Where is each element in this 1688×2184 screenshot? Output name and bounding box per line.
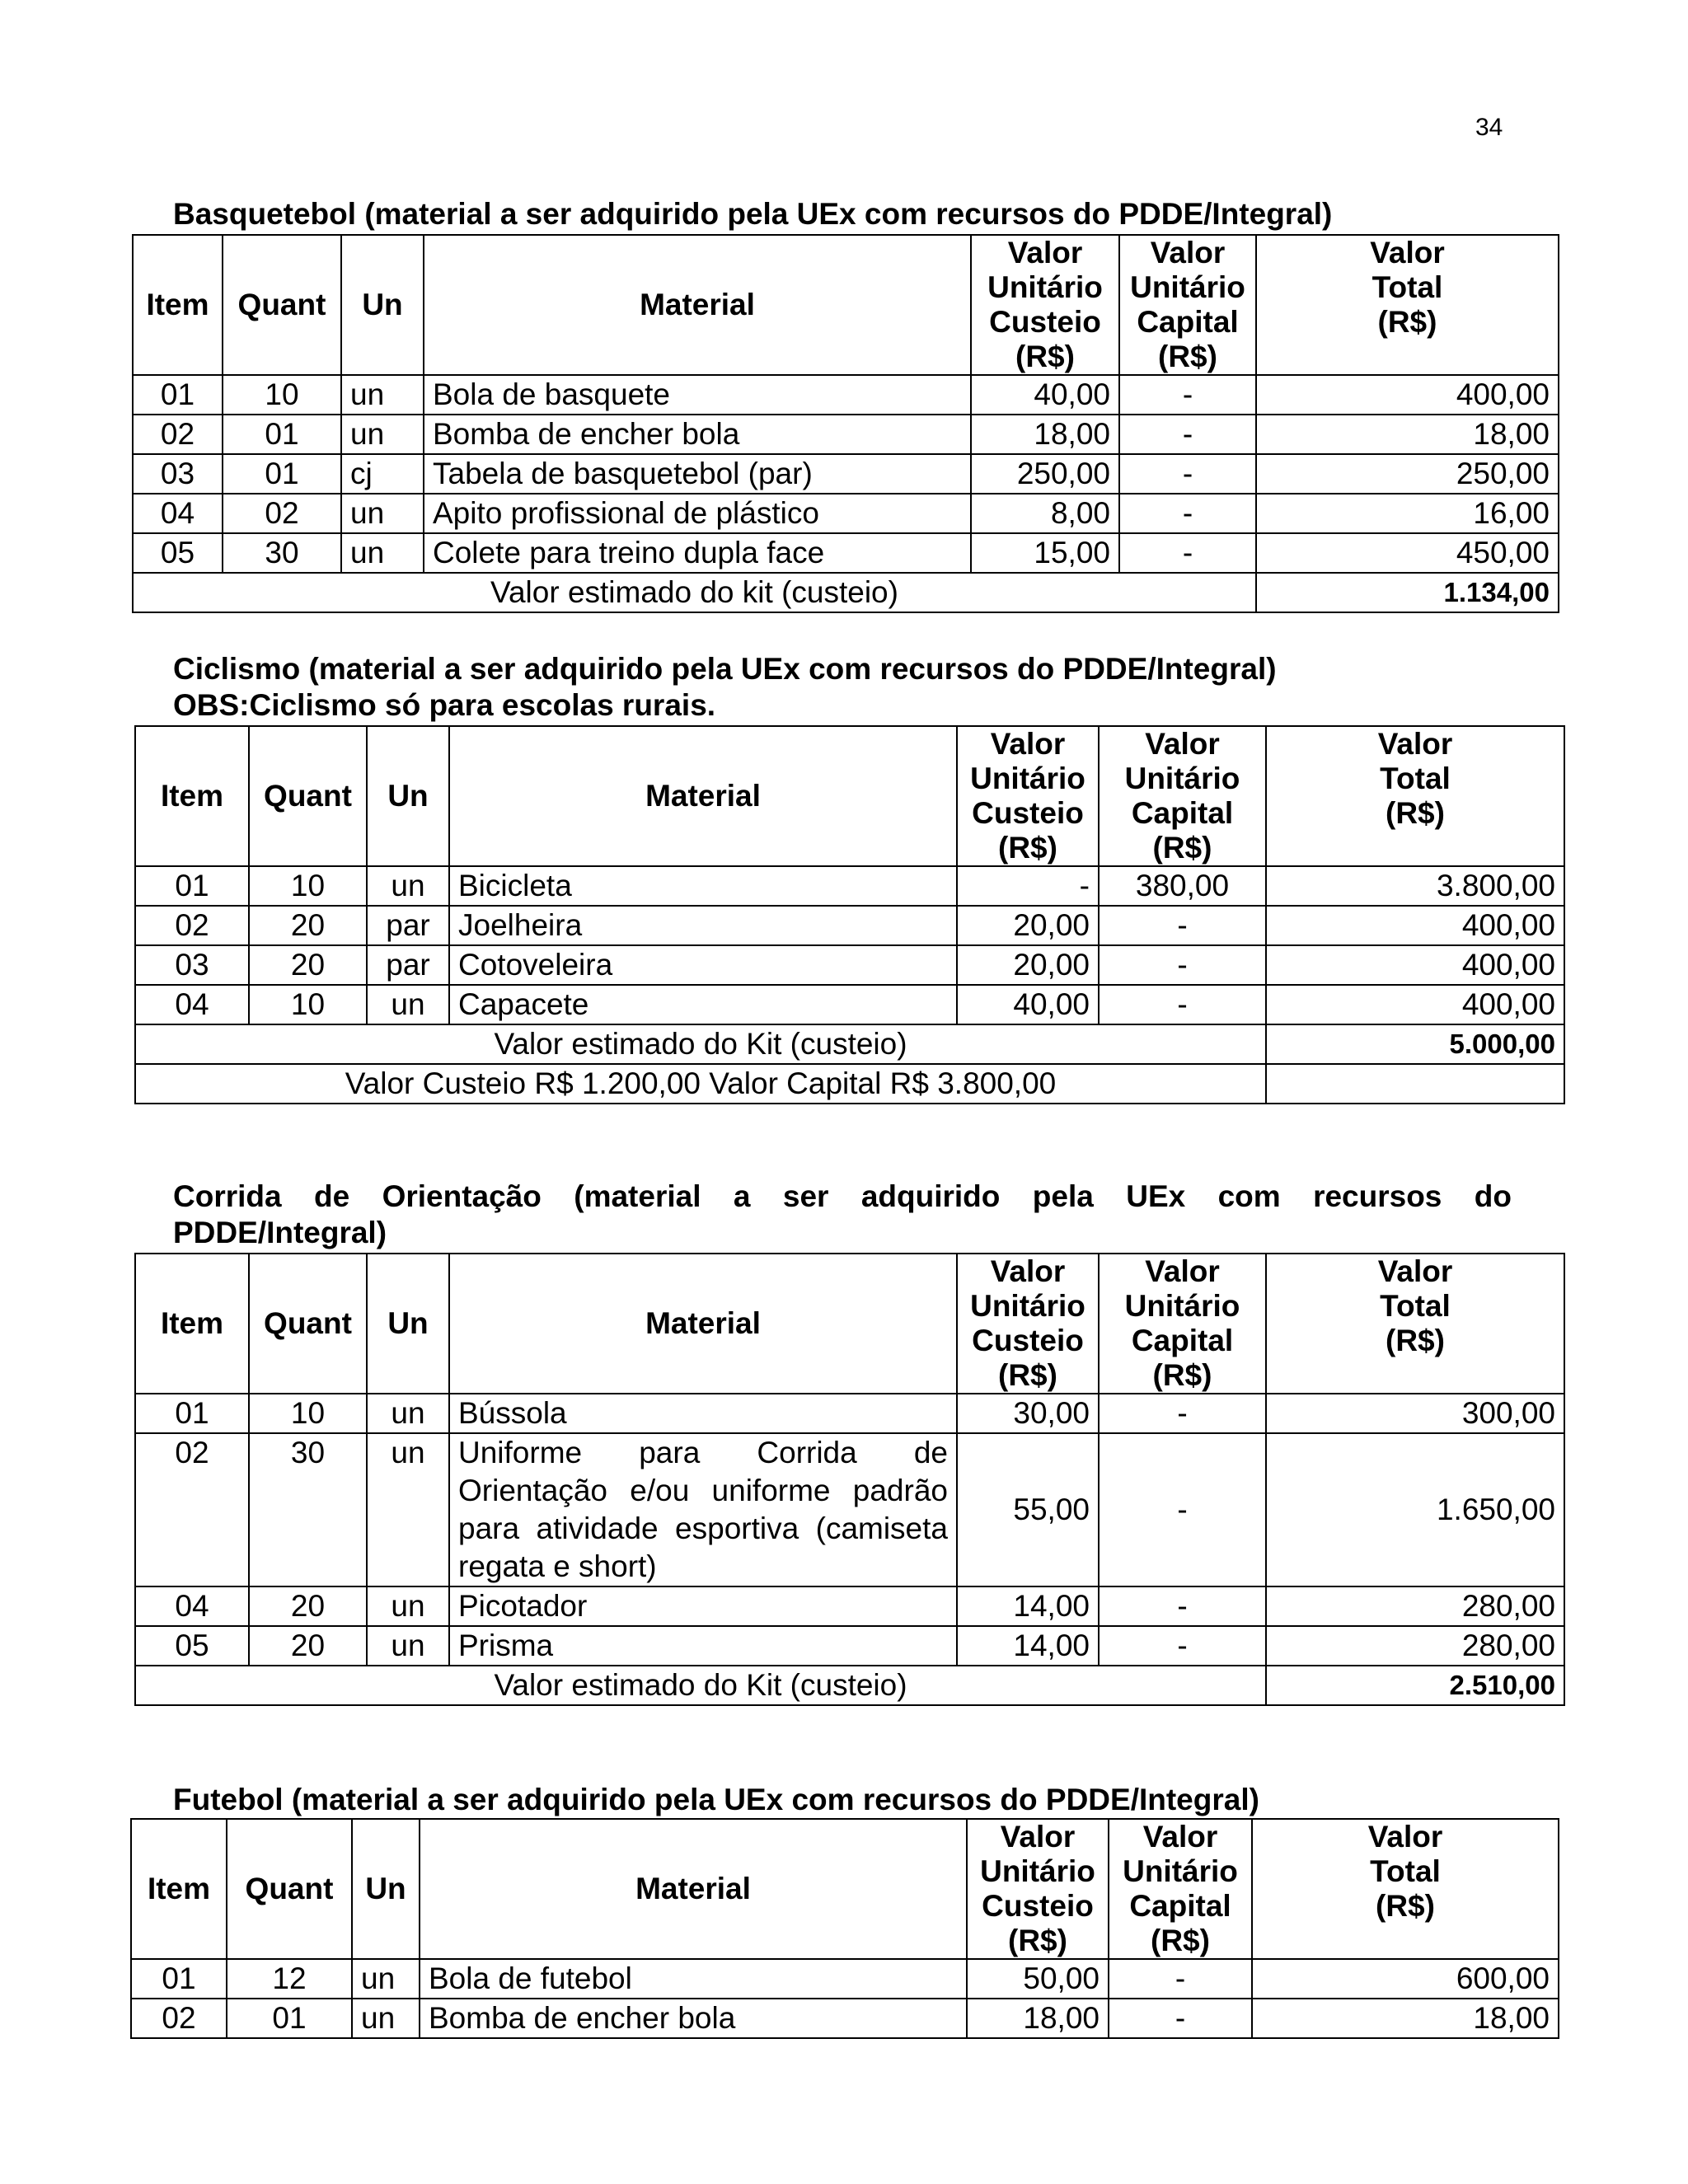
cell-item: 03 (133, 454, 223, 494)
cell-quant: 20 (249, 1586, 367, 1626)
cell-total: 18,00 (1256, 415, 1559, 454)
table-row (133, 415, 1559, 454)
header-quant: Quant (227, 1819, 352, 1959)
cell-total: 450,00 (1256, 533, 1559, 573)
cell-capital: - (1099, 1626, 1266, 1666)
table-header-row (135, 726, 1564, 866)
cell-material: Apito profissional de plástico (424, 494, 971, 533)
header-un: Un (352, 1819, 420, 1959)
cell-custeio: 55,00 (957, 1433, 1099, 1586)
kit-total-label: Valor estimado do kit (custeio) (133, 573, 1256, 612)
header-custeio: Valor Unitário Custeio (R$) (957, 1254, 1099, 1394)
cell-material: Uniforme para Corrida de Orientação e/ou uniforme padrão para atividade esportiva (camiseta regata e short) (449, 1433, 957, 1586)
header-material: Material (420, 1819, 967, 1959)
cell-un: un (341, 533, 424, 573)
header-un: Un (341, 235, 424, 375)
cell-total: 400,00 (1266, 985, 1564, 1024)
cell-un: un (367, 1394, 449, 1433)
section-title-basquetebol: Basquetebol (material a ser adquirido pela UEx com recursos do PDDE/Integral) (173, 197, 1333, 231)
cell-item: 02 (131, 1999, 227, 2038)
table-header-row (131, 1819, 1559, 1959)
cell-item: 02 (135, 906, 249, 945)
cell-custeio: 40,00 (957, 985, 1099, 1024)
cell-capital: - (1119, 533, 1256, 573)
cell-total: 300,00 (1266, 1394, 1564, 1433)
cell-quant: 30 (249, 1433, 367, 1586)
cell-item: 05 (133, 533, 223, 573)
table-row (133, 533, 1559, 573)
cell-custeio: 14,00 (957, 1626, 1099, 1666)
cell-quant: 02 (223, 494, 341, 533)
cell-custeio: 40,00 (971, 375, 1119, 415)
table-header-row (133, 235, 1559, 375)
cell-material: Bicicleta (449, 866, 957, 906)
cell-material: Bomba de encher bola (424, 415, 971, 454)
cell-capital: - (1119, 454, 1256, 494)
cell-item: 05 (135, 1626, 249, 1666)
cell-item: 04 (135, 985, 249, 1024)
cell-quant: 10 (249, 866, 367, 906)
header-total: Valor Total (R$) (1256, 235, 1559, 375)
cell-material: Bússola (449, 1394, 957, 1433)
kit-split-empty (1266, 1064, 1564, 1104)
cell-quant: 10 (249, 985, 367, 1024)
cell-capital: - (1099, 945, 1266, 985)
cell-un: un (341, 375, 424, 415)
cell-custeio: 18,00 (971, 415, 1119, 454)
cell-custeio: 18,00 (967, 1999, 1109, 2038)
section-title-futebol: Futebol (material a ser adquirido pela UEx com recursos do PDDE/Integral) (173, 1783, 1259, 1816)
header-item: Item (135, 726, 249, 866)
kit-total-value: 5.000,00 (1266, 1024, 1564, 1064)
table-row (135, 945, 1564, 985)
cell-item: 01 (133, 375, 223, 415)
cell-capital: - (1119, 415, 1256, 454)
cell-capital: - (1109, 1959, 1252, 1999)
cell-material: Bola de basquete (424, 375, 971, 415)
table-row (135, 906, 1564, 945)
cell-quant: 01 (223, 454, 341, 494)
cell-total: 1.650,00 (1266, 1433, 1564, 1586)
cell-quant: 01 (227, 1999, 352, 2038)
cell-material: Prisma (449, 1626, 957, 1666)
cell-total: 250,00 (1256, 454, 1559, 494)
section-title-ciclismo (173, 651, 1277, 724)
cell-material: Colete para treino dupla face (424, 533, 971, 573)
cell-total: 280,00 (1266, 1626, 1564, 1666)
header-custeio: Valor Unitário Custeio (R$) (957, 726, 1099, 866)
table-row (133, 375, 1559, 415)
cell-quant: 10 (249, 1394, 367, 1433)
cell-custeio: 20,00 (957, 945, 1099, 985)
cell-un: un (352, 1999, 420, 2038)
cell-un: un (367, 1626, 449, 1666)
ciclismo-title: Ciclismo (material a ser adquirido pela UEx com recursos do PDDE/Integral) (173, 652, 1277, 686)
cell-capital: - (1119, 375, 1256, 415)
cell-capital: - (1119, 494, 1256, 533)
cell-material: Cotoveleira (449, 945, 957, 985)
cell-capital: - (1099, 1433, 1266, 1586)
kit-total-row (135, 1666, 1564, 1705)
kit-total-value: 2.510,00 (1266, 1666, 1564, 1705)
header-item: Item (131, 1819, 227, 1959)
table-row (133, 454, 1559, 494)
cell-un: un (367, 1586, 449, 1626)
table-ciclismo (134, 725, 1565, 1104)
cell-material: Capacete (449, 985, 957, 1024)
kit-split-row (135, 1064, 1564, 1104)
cell-item: 01 (135, 1394, 249, 1433)
cell-total: 16,00 (1256, 494, 1559, 533)
header-capital: Valor Unitário Capital (R$) (1099, 1254, 1266, 1394)
table-row (135, 1626, 1564, 1666)
cell-quant: 20 (249, 1626, 367, 1666)
cell-custeio: 15,00 (971, 533, 1119, 573)
cell-material: Tabela de basquetebol (par) (424, 454, 971, 494)
header-item: Item (135, 1254, 249, 1394)
table-row (135, 985, 1564, 1024)
header-un: Un (367, 726, 449, 866)
cell-un: un (367, 1433, 449, 1586)
cell-total: 400,00 (1266, 906, 1564, 945)
cell-custeio: - (957, 866, 1099, 906)
header-capital: Valor Unitário Capital (R$) (1119, 235, 1256, 375)
table-row (135, 1586, 1564, 1626)
cell-un: un (367, 985, 449, 1024)
header-capital: Valor Unitário Capital (R$) (1099, 726, 1266, 866)
cell-material: Bomba de encher bola (420, 1999, 967, 2038)
cell-total: 280,00 (1266, 1586, 1564, 1626)
header-total: Valor Total (R$) (1266, 1254, 1564, 1394)
cell-total: 3.800,00 (1266, 866, 1564, 906)
cell-capital: - (1099, 1394, 1266, 1433)
cell-total: 400,00 (1266, 945, 1564, 985)
cell-capital: - (1109, 1999, 1252, 2038)
header-material: Material (424, 235, 971, 375)
kit-split-label: Valor Custeio R$ 1.200,00 Valor Capital R$ 3.800,00 (135, 1064, 1266, 1104)
cell-capital: - (1099, 906, 1266, 945)
cell-un: par (367, 906, 449, 945)
cell-item: 01 (135, 866, 249, 906)
header-total: Valor Total (R$) (1266, 726, 1564, 866)
cell-custeio: 14,00 (957, 1586, 1099, 1626)
table-row (133, 494, 1559, 533)
header-un: Un (367, 1254, 449, 1394)
table-row (135, 866, 1564, 906)
orientacao-title-line2: PDDE/Integral) (173, 1216, 387, 1249)
cell-material: Picotador (449, 1586, 957, 1626)
cell-item: 02 (135, 1433, 249, 1586)
cell-total: 600,00 (1252, 1959, 1559, 1999)
header-custeio: Valor Unitário Custeio (R$) (967, 1819, 1109, 1959)
ciclismo-obs: OBS:Ciclismo só para escolas rurais. (173, 688, 716, 722)
header-item: Item (133, 235, 223, 375)
cell-custeio: 8,00 (971, 494, 1119, 533)
kit-total-label: Valor estimado do Kit (custeio) (135, 1024, 1266, 1064)
kit-total-row (135, 1024, 1564, 1064)
cell-custeio: 20,00 (957, 906, 1099, 945)
cell-quant: 12 (227, 1959, 352, 1999)
cell-un: un (352, 1959, 420, 1999)
header-quant: Quant (249, 726, 367, 866)
table-orientacao (134, 1253, 1565, 1706)
kit-total-row (133, 573, 1559, 612)
cell-un: par (367, 945, 449, 985)
header-quant: Quant (249, 1254, 367, 1394)
cell-item: 04 (133, 494, 223, 533)
table-row (131, 1999, 1559, 2038)
header-capital: Valor Unitário Capital (R$) (1109, 1819, 1252, 1959)
cell-quant: 30 (223, 533, 341, 573)
cell-custeio: 50,00 (967, 1959, 1109, 1999)
cell-total: 400,00 (1256, 375, 1559, 415)
kit-total-label: Valor estimado do Kit (custeio) (135, 1666, 1266, 1705)
cell-material: Bola de futebol (420, 1959, 967, 1999)
cell-item: 04 (135, 1586, 249, 1626)
cell-un: un (367, 866, 449, 906)
cell-item: 01 (131, 1959, 227, 1999)
cell-custeio: 250,00 (971, 454, 1119, 494)
cell-capital: - (1099, 985, 1266, 1024)
table-row (135, 1433, 1564, 1586)
kit-total-value: 1.134,00 (1256, 573, 1559, 612)
cell-item: 03 (135, 945, 249, 985)
cell-un: un (341, 494, 424, 533)
cell-capital: 380,00 (1099, 866, 1266, 906)
cell-quant: 20 (249, 945, 367, 985)
cell-quant: 20 (249, 906, 367, 945)
header-quant: Quant (223, 235, 341, 375)
header-total: Valor Total (R$) (1252, 1819, 1559, 1959)
section-title-orientacao (173, 1179, 1512, 1251)
table-futebol (130, 1818, 1559, 2039)
table-basquetebol (132, 234, 1559, 613)
cell-capital: - (1099, 1586, 1266, 1626)
cell-material: Joelheira (449, 906, 957, 945)
table-row (135, 1394, 1564, 1433)
cell-un: un (341, 415, 424, 454)
header-material: Material (449, 726, 957, 866)
header-custeio: Valor Unitário Custeio (R$) (971, 235, 1119, 375)
table-row (131, 1959, 1559, 1999)
cell-un: cj (341, 454, 424, 494)
header-material: Material (449, 1254, 957, 1394)
cell-quant: 10 (223, 375, 341, 415)
orientacao-title-line1: Corrida de Orientação (material a ser adquirido pela UEx com recursos do (173, 1179, 1512, 1213)
cell-item: 02 (133, 415, 223, 454)
table-header-row (135, 1254, 1564, 1394)
cell-total: 18,00 (1252, 1999, 1559, 2038)
cell-quant: 01 (223, 415, 341, 454)
page-number: 34 (1475, 114, 1503, 141)
cell-custeio: 30,00 (957, 1394, 1099, 1433)
